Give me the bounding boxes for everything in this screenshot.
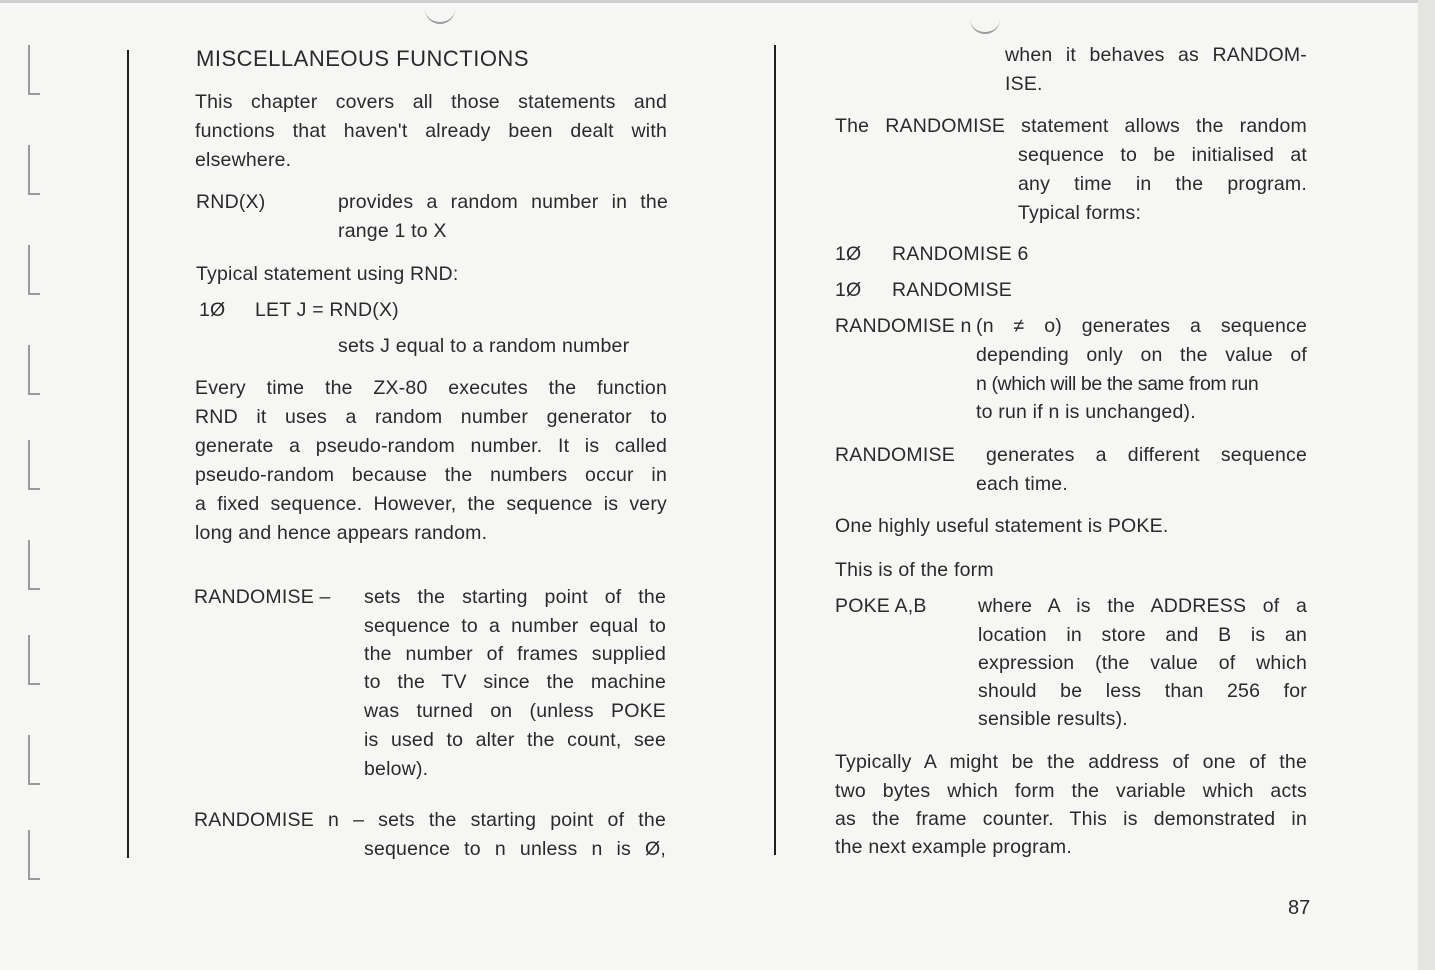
paragraph-line: RND it uses a random number generator to <box>195 406 667 428</box>
randomise-n-cont: sequence to n unless n is Ø, <box>364 838 666 860</box>
chapter-heading: MISCELLANEOUS FUNCTIONS <box>196 46 529 71</box>
randomise-term: RANDOMISE <box>835 444 955 466</box>
page-top-edge <box>0 0 1420 3</box>
continued-line: when it behaves as RANDOM- <box>1005 44 1307 66</box>
binder-hole <box>28 145 40 195</box>
right-column-rule <box>774 45 776 855</box>
code-line-number: 1Ø <box>199 299 226 321</box>
randomise-desc: generates a different sequence <box>986 444 1307 466</box>
form-line-number: 1Ø <box>835 243 862 265</box>
randomise-desc: was turned on (unless POKE <box>364 700 666 722</box>
binder-hole <box>28 345 40 395</box>
binder-hole <box>28 245 40 295</box>
intro-line: functions that haven't already been dealt with <box>195 120 667 142</box>
binder-hole <box>28 735 40 785</box>
rnd-term: RND(X) <box>196 191 266 213</box>
poke-term: POKE A,B <box>835 595 927 617</box>
poke-desc: location in store and B is an <box>978 624 1307 646</box>
rnd-desc: range 1 to X <box>338 220 447 242</box>
binder-hole <box>28 440 40 490</box>
continued-line: ISE. <box>1005 73 1043 95</box>
randomise-n-desc: depending only on the value of <box>976 344 1307 366</box>
paragraph-line: Typically A might be the address of one of the <box>835 751 1307 773</box>
intro-line: This chapter covers all those statements and <box>195 91 667 113</box>
typical-rnd-label: Typical statement using RND: <box>196 263 459 285</box>
paragraph-line: Every time the ZX-80 executes the function <box>195 377 667 399</box>
randomise-n-desc: (n ≠ o) generates a sequence <box>976 315 1307 337</box>
randomise-n-term: RANDOMISE n <box>835 315 972 337</box>
page-right-edge <box>1418 0 1435 970</box>
randomise-n-line: RANDOMISE n – sets the starting point of the <box>194 809 666 831</box>
randomise-desc: sequence to a number equal to <box>364 615 666 637</box>
binding-notch <box>970 10 1000 34</box>
paragraph-line: as the frame counter. This is demonstrated in <box>835 808 1307 830</box>
poke-desc: should be less than 256 for <box>978 680 1307 702</box>
randomise-n-desc: to run if n is unchanged). <box>976 401 1196 423</box>
rnd-desc: provides a random number in the <box>338 191 668 213</box>
form-statement: RANDOMISE <box>892 279 1012 301</box>
code-effect: sets J equal to a random number <box>338 335 630 357</box>
poke-desc: expression (the value of which <box>978 652 1307 674</box>
randomise-term: RANDOMISE – <box>194 586 331 608</box>
form-intro: This is of the form <box>835 559 994 581</box>
poke-intro: One highly useful statement is POKE. <box>835 515 1169 537</box>
form-line-number: 1Ø <box>835 279 862 301</box>
randomise-desc: each time. <box>976 473 1068 495</box>
randomise-n-desc: n (which will be the same from run <box>976 373 1259 395</box>
randomise-desc: to the TV since the machine <box>364 671 666 693</box>
paragraph-line: the next example program. <box>835 836 1072 858</box>
paragraph-line: a fixed sequence. However, the sequence is very <box>195 493 667 515</box>
form-statement: RANDOMISE 6 <box>892 243 1029 265</box>
left-column-rule <box>127 50 129 858</box>
paragraph-line: generate a pseudo-random number. It is called <box>195 435 667 457</box>
code-statement: LET J = RND(X) <box>255 299 399 321</box>
randomise-statement-cont: Typical forms: <box>1018 202 1142 224</box>
randomise-desc: is used to alter the count, see <box>364 729 666 751</box>
intro-line: elsewhere. <box>195 149 292 171</box>
randomise-statement-cont: any time in the program. <box>1018 173 1307 195</box>
poke-desc: sensible results). <box>978 708 1128 730</box>
binder-hole <box>28 635 40 685</box>
paragraph-line: pseudo-random because the numbers occur in <box>195 464 667 486</box>
randomise-statement-line: The RANDOMISE statement allows the random <box>835 115 1307 137</box>
paragraph-line: long and hence appears random. <box>195 522 488 544</box>
page-number: 87 <box>1288 897 1311 919</box>
randomise-desc: the number of frames supplied <box>364 643 666 665</box>
randomise-desc: below). <box>364 758 429 780</box>
randomise-statement-cont: sequence to be initialised at <box>1018 144 1307 166</box>
paragraph-line: two bytes which form the variable which acts <box>835 780 1307 802</box>
binder-hole <box>28 540 40 590</box>
binder-hole <box>28 830 40 880</box>
poke-desc: where A is the ADDRESS of a <box>978 595 1307 617</box>
binder-hole <box>28 45 40 95</box>
binding-notch <box>425 0 455 24</box>
randomise-desc: sets the starting point of the <box>364 586 666 608</box>
